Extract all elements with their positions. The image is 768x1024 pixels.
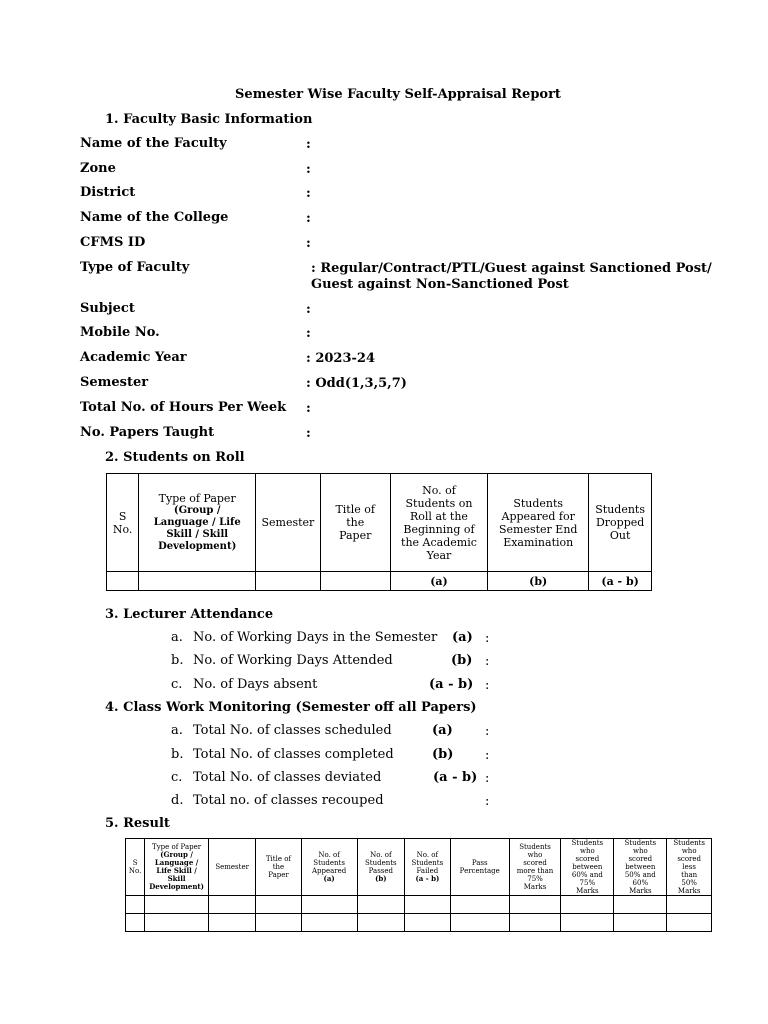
colon: :: [485, 654, 490, 669]
colon: :: [306, 302, 311, 317]
header-semester: Semester: [256, 474, 320, 572]
list-item: b. Total No. of classes completed: [171, 747, 394, 762]
code-b: (b): [488, 572, 589, 591]
table-code-row: [107, 572, 652, 591]
code-label: (b): [451, 653, 473, 668]
section-heading-students-on-roll: 2. Students on Roll: [105, 450, 245, 465]
colon: :: [306, 401, 311, 416]
colon: :: [485, 724, 490, 739]
result-table: [125, 838, 712, 932]
header-title-of-paper: Title of the Paper: [256, 839, 301, 896]
table-header-row: [126, 839, 712, 896]
colon: :: [306, 236, 311, 251]
colon: :: [485, 771, 490, 786]
header-students-on-roll: No. of Students on Roll at the Beginning of the Academic Year: [390, 474, 487, 572]
code-label: (a): [432, 723, 453, 738]
list-item: a. No. of Working Days in the Semester: [171, 630, 438, 645]
header-60-75: Students who scored between 60% and 75% Marks: [561, 839, 614, 896]
table-header-row: [107, 474, 652, 572]
colon: :: [485, 794, 490, 809]
colon: :: [485, 748, 490, 763]
colon: :: [306, 186, 311, 201]
header-type-of-paper: Type of Paper (Group / Language / Life Skill / Skill Development): [139, 474, 256, 572]
code-label: (a - b): [429, 677, 474, 692]
header-title-of-paper: Title of the Paper: [320, 474, 390, 572]
code-a: (a): [390, 572, 487, 591]
code-label: (b): [432, 747, 454, 762]
code-a-minus-b: (a - b): [589, 572, 652, 591]
section-heading-basic-info: 1. Faculty Basic Information: [105, 112, 313, 127]
value-type-of-faculty: : Regular/Contract/PTL/Guest against Sanctioned Post/: [311, 261, 712, 276]
list-item: d. Total no. of classes recouped: [171, 793, 384, 808]
header-s-no: S No.: [107, 474, 139, 572]
section-heading-attendance: 3. Lecturer Attendance: [105, 607, 274, 622]
label-subject: Subject: [80, 301, 135, 316]
label-faculty-name: Name of the Faculty: [80, 136, 227, 151]
header-below-50: Students who scored less than 50% Marks: [667, 839, 712, 896]
label-zone: Zone: [80, 161, 116, 176]
header-students-failed: No. of Students Failed (a - b): [405, 839, 451, 896]
label-papers-taught: No. Papers Taught: [80, 425, 215, 440]
header-pass-percentage: Pass Percentage: [450, 839, 509, 896]
label-academic-year: Academic Year: [80, 350, 187, 365]
table-row: [126, 896, 712, 914]
header-students-dropped: Students Dropped Out: [589, 474, 652, 572]
table-cell: [256, 572, 320, 591]
label-semester: Semester: [80, 375, 149, 390]
list-item: c. No. of Days absent: [171, 677, 318, 692]
table-cell: [139, 572, 256, 591]
value-academic-year: : 2023-24: [306, 351, 375, 366]
section-heading-result: 5. Result: [105, 816, 170, 831]
header-s-no: S No.: [126, 839, 145, 896]
students-on-roll-table: [106, 473, 652, 591]
colon: :: [306, 326, 311, 341]
code-label: (a - b): [433, 770, 478, 785]
header-type-of-paper: Type of Paper (Group / Language / Life Skill / Skill Development): [145, 839, 209, 896]
header-students-passed: No. of Students Passed (b): [357, 839, 404, 896]
colon: :: [485, 678, 490, 693]
table-cell: [320, 572, 390, 591]
header-semester: Semester: [208, 839, 255, 896]
label-district: District: [80, 185, 136, 200]
value-semester: : Odd(1,3,5,7): [306, 376, 407, 391]
label-college: Name of the College: [80, 210, 229, 225]
header-above-75: Students who scored more than 75% Marks: [509, 839, 561, 896]
list-item: a. Total No. of classes scheduled: [171, 723, 392, 738]
header-students-appeared: No. of Students Appeared (a): [301, 839, 357, 896]
label-hours-per-week: Total No. of Hours Per Week: [80, 400, 287, 415]
label-cfms-id: CFMS ID: [80, 235, 146, 250]
label-mobile: Mobile No.: [80, 325, 160, 340]
header-students-appeared: Students Appeared for Semester End Examination: [488, 474, 589, 572]
label-type-of-faculty: Type of Faculty: [80, 260, 190, 275]
colon: :: [306, 426, 311, 441]
header-50-60: Students who scored between 50% and 60% Marks: [614, 839, 667, 896]
table-cell: [107, 572, 139, 591]
page-title: Semester Wise Faculty Self-Appraisal Report: [235, 87, 561, 102]
colon: :: [306, 162, 311, 177]
colon: :: [306, 211, 311, 226]
colon: :: [306, 137, 311, 152]
section-heading-class-work: 4. Class Work Monitoring (Semester off all Papers): [105, 700, 477, 715]
table-row: [126, 914, 712, 932]
list-item: b. No. of Working Days Attended: [171, 653, 393, 668]
value-type-of-faculty-cont: Guest against Non-Sanctioned Post: [311, 277, 569, 292]
code-label: (a): [452, 630, 473, 645]
colon: :: [485, 631, 490, 646]
list-item: c. Total No. of classes deviated: [171, 770, 382, 785]
